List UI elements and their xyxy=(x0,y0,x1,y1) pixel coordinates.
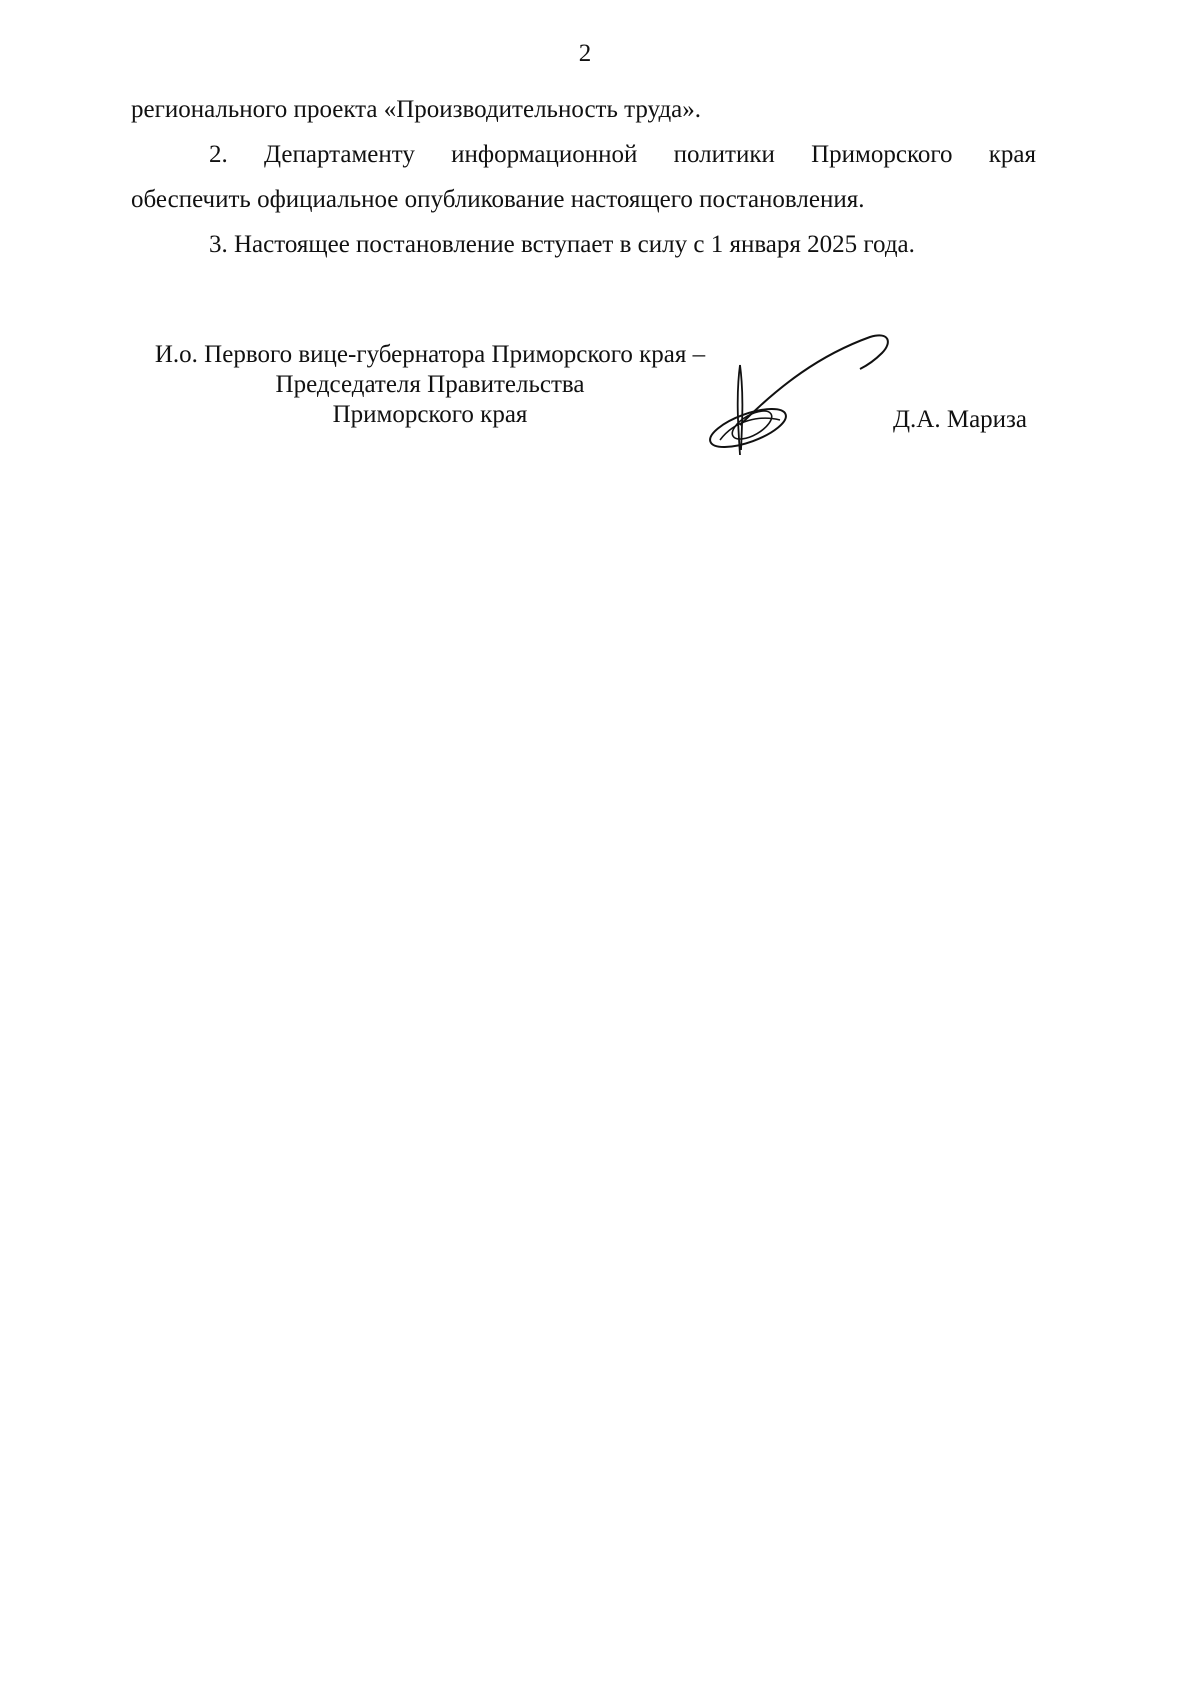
paragraph-2-line-2: обеспечить официальное опубликование настоящего постановления. xyxy=(131,186,865,213)
page-number: 2 xyxy=(578,40,592,67)
paragraph-3: 3. Настоящее постановление вступает в силу с 1 января 2025 года. xyxy=(209,231,915,258)
handwritten-signature xyxy=(700,325,900,460)
signatory-position-line-2: Председателя Правительства xyxy=(275,371,585,398)
signatory-position-line-1: И.о. Первого вице-губернатора Приморского края – xyxy=(154,341,706,368)
paragraph-2-line-1: 2. Департаменту информационной политики Приморского края xyxy=(209,141,1036,168)
body-line-1: регионального проекта «Производительность труда». xyxy=(131,96,702,123)
signatory-position-line-3: Приморского края xyxy=(332,401,528,428)
signatory-name: Д.А. Мариза xyxy=(893,406,1028,433)
